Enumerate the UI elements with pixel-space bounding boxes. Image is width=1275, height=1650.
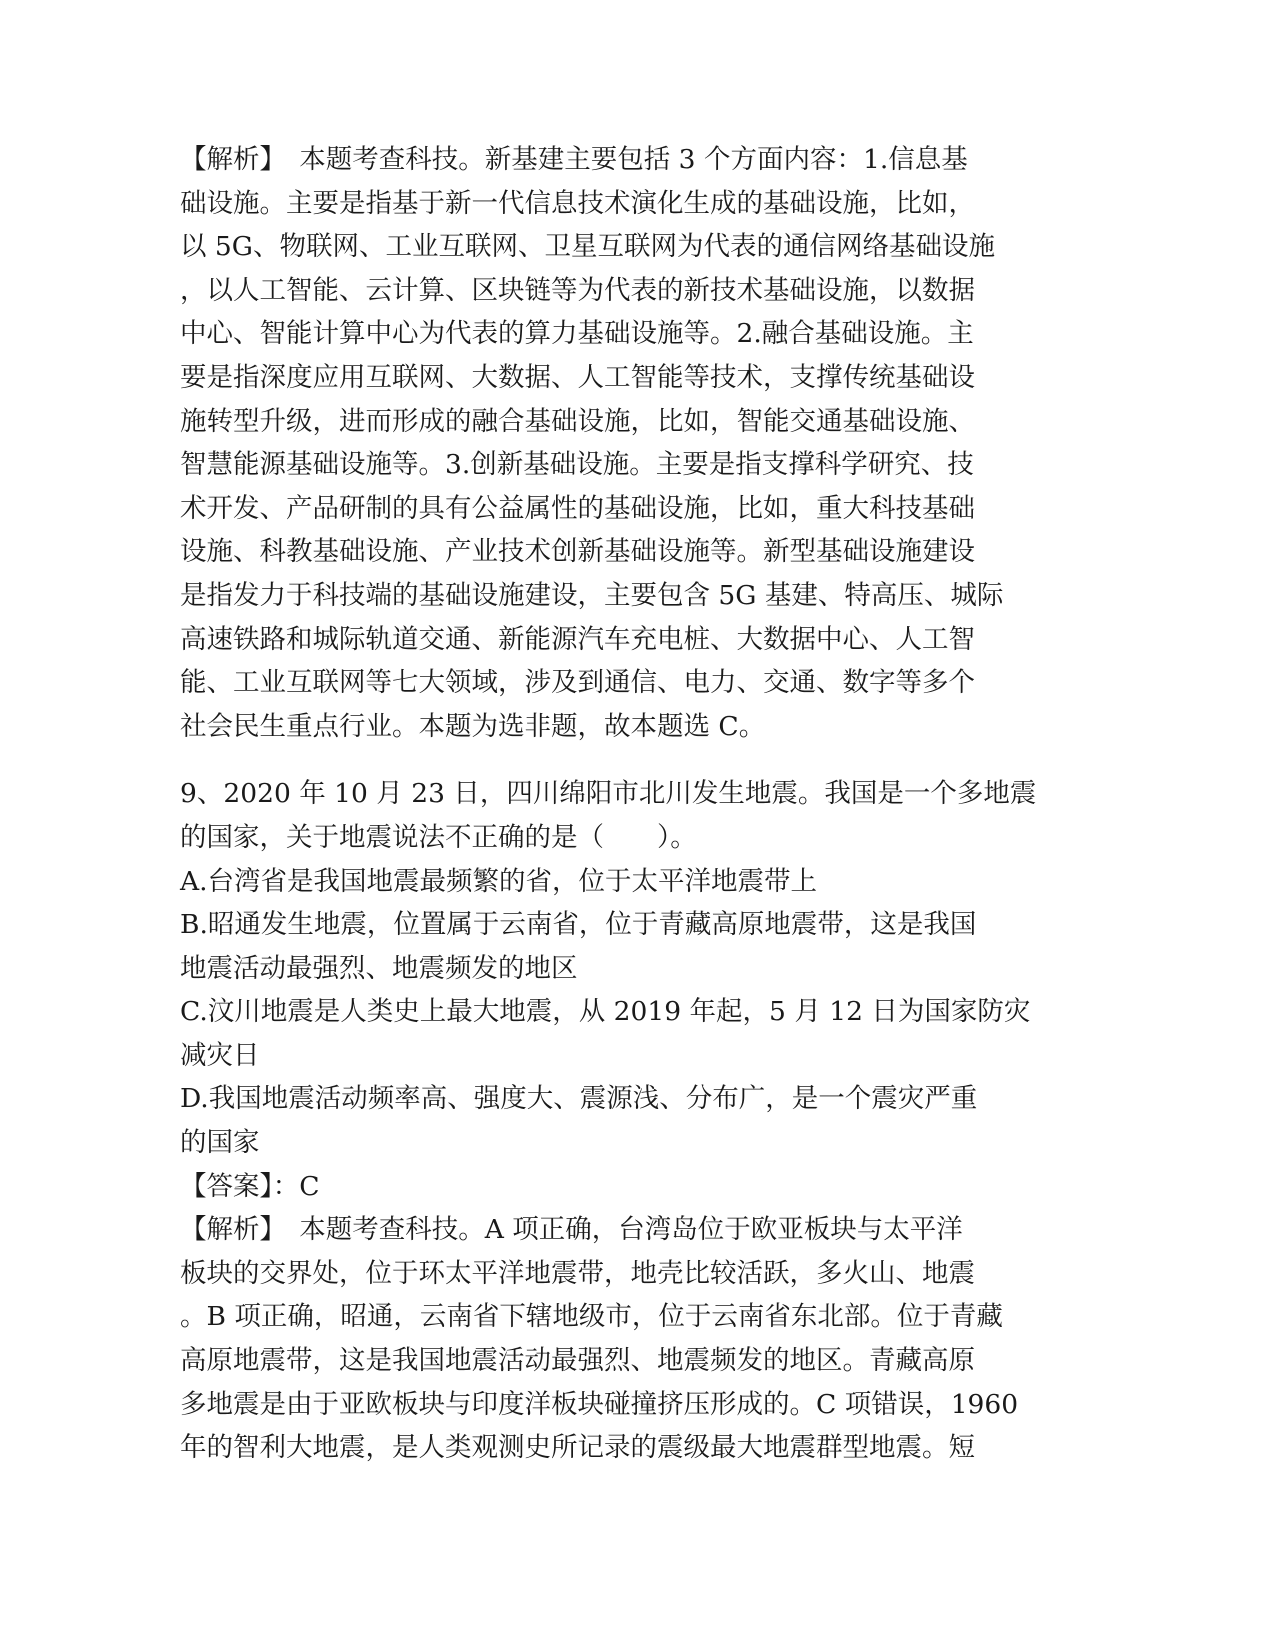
text-line: 以 5G、物联网、工业互联网、卫星互联网为代表的通信网络基础设施	[180, 231, 995, 263]
option-d: 的国家	[180, 1127, 260, 1159]
text-line: 是指发力于科技端的基础设施建设，主要包含 5G 基建、特高压、城际	[180, 579, 1004, 611]
text-line: 础设施。主要是指基于新一代信息技术演化生成的基础设施，比如，	[180, 187, 975, 219]
text-line: 要是指深度应用互联网、大数据、人工智能等技术，支撑传统基础设	[180, 361, 975, 393]
text-line: 能、工业互联网等七大领域，涉及到通信、电力、交通、数字等多个	[180, 667, 975, 699]
option-c: 减灾日	[180, 1039, 260, 1071]
option-c: C.汶川地震是人类史上最大地震，从 2019 年起，5 月 12 日为国家防灾	[180, 996, 1031, 1028]
analysis-line: 年的智利大地震，是人类观测史所记录的震级最大地震群型地震。短	[180, 1432, 975, 1464]
analysis-line: 高原地震带，这是我国地震活动最强烈、地震频发的地区。青藏高原	[180, 1345, 975, 1377]
question-stem: 9、2020 年 10 月 23 日，四川绵阳市北川发生地震。我国是一个多地震	[180, 778, 1037, 810]
analysis-line: 。B 项正确，昭通，云南省下辖地级市，位于云南省东北部。位于青藏	[180, 1301, 1003, 1333]
text-line: 高速铁路和城际轨道交通、新能源汽车充电桩、大数据中心、人工智	[180, 623, 975, 655]
question-9-block	[180, 772, 1090, 1470]
document-body	[180, 138, 1090, 1470]
text-line: 术开发、产品研制的具有公益属性的基础设施，比如，重大科技基础	[180, 492, 975, 524]
analysis-block-1	[180, 138, 1090, 748]
analysis-line: 多地震是由于亚欧板块与印度洋板块碰撞挤压形成的。C 项错误，1960	[180, 1388, 1019, 1420]
text-line: 施转型升级，进而形成的融合基础设施，比如，智能交通基础设施、	[180, 405, 975, 437]
analysis-line: 板块的交界处，位于环太平洋地震带，地壳比较活跃，多火山、地震	[180, 1257, 975, 1289]
question-stem: 的国家，关于地震说法不正确的是（ ）。	[180, 821, 697, 853]
text-line: 中心、智能计算中心为代表的算力基础设施等。2.融合基础设施。主	[180, 318, 974, 350]
option-b: B.昭通发生地震，位置属于云南省，位于青藏高原地震带，这是我国	[180, 909, 977, 941]
text-line: ，以人工智能、云计算、区块链等为代表的新技术基础设施，以数据	[180, 274, 975, 306]
analysis-line: 【解析】 本题考查科技。A 项正确，台湾岛位于欧亚板块与太平洋	[180, 1214, 963, 1246]
answer-line: 【答案】：C	[180, 1170, 320, 1202]
option-a: A.台湾省是我国地震最频繁的省，位于太平洋地震带上	[180, 865, 818, 897]
text-line: 设施、科教基础设施、产业技术创新基础设施等。新型基础设施建设	[180, 536, 975, 568]
option-d: D.我国地震活动频率高、强度大、震源浅、分布广，是一个震灾严重	[180, 1083, 978, 1115]
paragraph-gap	[180, 748, 1090, 772]
option-b: 地震活动最强烈、地震频发的地区	[180, 952, 578, 984]
text-line: 社会民生重点行业。本题为选非题，故本题选 C。	[180, 710, 766, 742]
text-line: 【解析】 本题考查科技。新基建主要包括 3 个方面内容：1.信息基	[180, 144, 968, 175]
text-line: 智慧能源基础设施等。3.创新基础设施。主要是指支撑科学研究、技	[180, 449, 974, 481]
